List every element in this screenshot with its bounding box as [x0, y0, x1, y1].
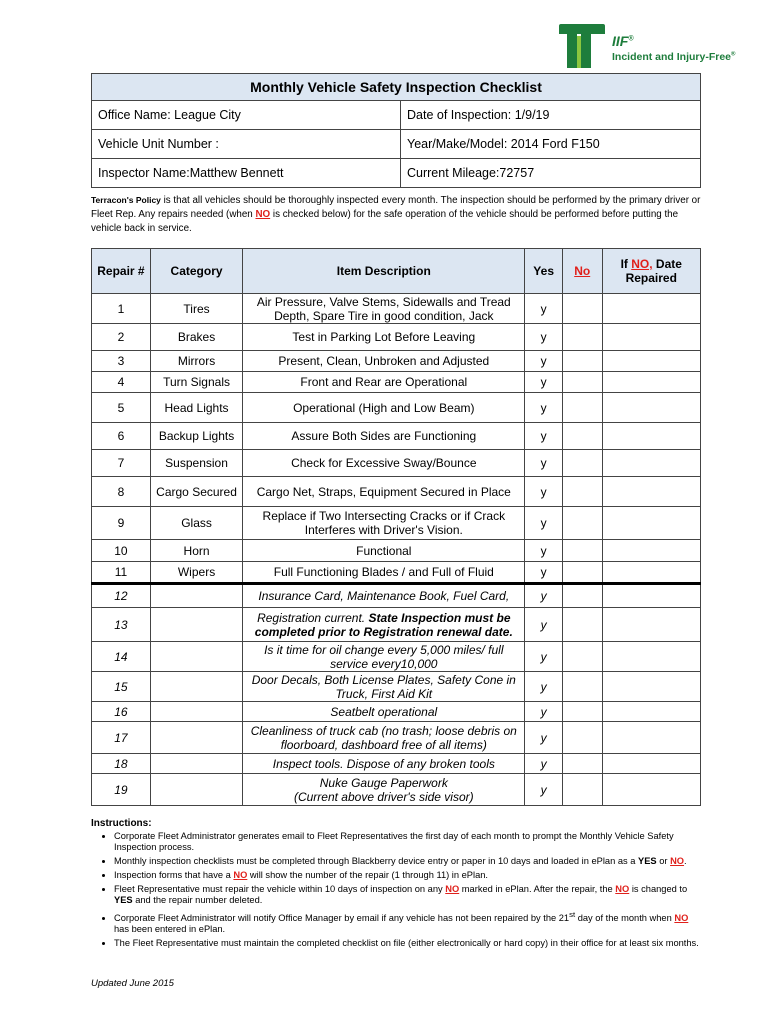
category-cell: Mirrors: [150, 351, 242, 372]
table-row: [92, 702, 701, 722]
table-row: [92, 372, 701, 393]
repair-number-cell: 5: [92, 393, 151, 423]
description-cell: Functional: [243, 540, 525, 562]
yes-cell[interactable]: y: [525, 702, 563, 722]
inspector-name-field[interactable]: Inspector Name:Matthew Bennett: [92, 159, 401, 188]
table-row: [92, 642, 701, 672]
form-title: Monthly Vehicle Safety Inspection Checklist: [92, 74, 701, 101]
policy-no: NO: [255, 209, 271, 220]
category-cell: [150, 642, 242, 672]
category-cell: [150, 774, 242, 806]
instructions-title: Instructions:: [91, 818, 152, 829]
date-repaired-cell[interactable]: [602, 672, 701, 702]
category-cell: Glass: [150, 507, 242, 540]
date-repaired-cell[interactable]: [602, 540, 701, 562]
vehicle-info-table: [91, 73, 701, 188]
yes-cell[interactable]: y: [525, 372, 563, 393]
no-cell[interactable]: [562, 351, 602, 372]
yes-cell[interactable]: y: [525, 642, 563, 672]
repair-number-cell: 3: [92, 351, 151, 372]
date-repaired-cell[interactable]: [602, 702, 701, 722]
yes-cell[interactable]: y: [525, 393, 563, 423]
category-cell: Backup Lights: [150, 423, 242, 450]
table-row: [92, 540, 701, 562]
inspection-date-field[interactable]: Date of Inspection: 1/9/19: [401, 101, 701, 130]
description-cell: Cargo Net, Straps, Equipment Secured in Place: [243, 477, 525, 507]
yes-cell[interactable]: y: [525, 540, 563, 562]
category-cell: Cargo Secured: [150, 477, 242, 507]
yes-cell[interactable]: y: [525, 608, 563, 642]
category-cell: [150, 754, 242, 774]
description-cell: Operational (High and Low Beam): [243, 393, 525, 423]
no-cell[interactable]: [562, 722, 602, 754]
repair-number-cell: 19: [92, 774, 151, 806]
no-cell[interactable]: [562, 294, 602, 324]
yes-cell[interactable]: y: [525, 294, 563, 324]
logo-brand: IIF®: [612, 33, 634, 49]
repair-number-cell: 9: [92, 507, 151, 540]
category-cell: [150, 608, 242, 642]
date-repaired-cell[interactable]: [602, 294, 701, 324]
policy-text-2: is checked below) for the safe operation of the vehicle should be performed before putting the vehicle back in service.: [91, 209, 679, 234]
col-date-repaired: If NO, Date Repaired: [602, 249, 701, 294]
instruction-1: • Corporate Fleet Administrator generates email to Fleet Representatives the first day of each month to prompt the Monthly Vehicle Safety Inspection process.: [114, 831, 701, 853]
no-cell[interactable]: [562, 702, 602, 722]
instructions: [91, 818, 701, 952]
repair-number-cell: 4: [92, 372, 151, 393]
date-repaired-cell[interactable]: [602, 754, 701, 774]
yes-cell[interactable]: y: [525, 351, 563, 372]
description-cell: Assure Both Sides are Functioning: [243, 423, 525, 450]
category-cell: Turn Signals: [150, 372, 242, 393]
category-cell: Head Lights: [150, 393, 242, 423]
repair-number-cell: 8: [92, 477, 151, 507]
yes-cell[interactable]: y: [525, 324, 563, 351]
table-row: [92, 477, 701, 507]
no-cell[interactable]: [562, 672, 602, 702]
instruction-3: • Inspection forms that have a NO will show the number of the repair (1 through 11) in ePlan.: [114, 870, 701, 881]
yes-cell[interactable]: y: [525, 423, 563, 450]
no-cell[interactable]: [562, 562, 602, 584]
category-cell: Suspension: [150, 450, 242, 477]
col-no: No: [562, 249, 602, 294]
policy-text-1: is that all vehicles should be thoroughly inspected every month. The inspection should be performed by the primary driver or Fleet Rep. Any repairs needed (when: [91, 195, 701, 220]
description-cell: Seatbelt operational: [243, 702, 525, 722]
category-cell: Wipers: [150, 562, 242, 584]
iif-logo: [557, 20, 757, 72]
logo-tagline: Incident and Injury-Free®: [612, 51, 736, 63]
date-repaired-cell[interactable]: [602, 722, 701, 754]
updated-date: Updated June 2015: [91, 978, 174, 989]
table-row: [92, 450, 701, 477]
no-cell[interactable]: [562, 774, 602, 806]
table-row: [92, 393, 701, 423]
year-make-model-field[interactable]: Year/Make/Model: 2014 Ford F150: [401, 130, 701, 159]
yes-cell[interactable]: y: [525, 722, 563, 754]
category-cell: [150, 584, 242, 608]
repair-number-cell: 14: [92, 642, 151, 672]
yes-cell[interactable]: y: [525, 477, 563, 507]
table-row: [92, 324, 701, 351]
category-cell: Brakes: [150, 324, 242, 351]
category-cell: [150, 722, 242, 754]
instruction-2: • Monthly inspection checklists must be completed through Blackberry device entry or paper in 10 days and loaded in ePlan as a YES or NO.: [114, 856, 701, 867]
repair-number-cell: 7: [92, 450, 151, 477]
table-row: [92, 774, 701, 806]
table-row: [92, 423, 701, 450]
policy-statement: [91, 193, 711, 236]
description-cell: Door Decals, Both License Plates, Safety Cone in Truck, First Aid Kit: [243, 672, 525, 702]
category-cell: Horn: [150, 540, 242, 562]
no-cell[interactable]: [562, 450, 602, 477]
col-description: Item Description: [243, 249, 525, 294]
date-repaired-cell[interactable]: [602, 393, 701, 423]
description-cell: Is it time for oil change every 5,000 miles/ full service every10,000: [243, 642, 525, 672]
table-row: [92, 608, 701, 642]
table-row: [92, 754, 701, 774]
repair-number-cell: 15: [92, 672, 151, 702]
description-cell: Test in Parking Lot Before Leaving: [243, 324, 525, 351]
description-cell: Present, Clean, Unbroken and Adjusted: [243, 351, 525, 372]
no-cell[interactable]: [562, 324, 602, 351]
no-cell[interactable]: [562, 540, 602, 562]
category-cell: [150, 672, 242, 702]
repair-number-cell: 2: [92, 324, 151, 351]
table-row: [92, 722, 701, 754]
table-row: [92, 562, 701, 584]
no-cell[interactable]: [562, 642, 602, 672]
repair-number-cell: 12: [92, 584, 151, 608]
col-yes: Yes: [525, 249, 563, 294]
yes-cell[interactable]: y: [525, 562, 563, 584]
repair-number-cell: 11: [92, 562, 151, 584]
table-row: [92, 294, 701, 324]
repair-number-cell: 10: [92, 540, 151, 562]
description-cell: Air Pressure, Valve Stems, Sidewalls and Tread Depth, Spare Tire in good condition, Jack: [243, 294, 525, 324]
date-repaired-cell[interactable]: [602, 507, 701, 540]
table-row: [92, 672, 701, 702]
no-cell[interactable]: [562, 477, 602, 507]
checklist-table: [91, 248, 701, 806]
yes-cell[interactable]: y: [525, 507, 563, 540]
repair-number-cell: 16: [92, 702, 151, 722]
date-repaired-cell[interactable]: [602, 351, 701, 372]
date-repaired-cell[interactable]: [602, 642, 701, 672]
category-cell: Tires: [150, 294, 242, 324]
table-row: [92, 351, 701, 372]
date-repaired-cell[interactable]: [602, 608, 701, 642]
no-cell[interactable]: [562, 584, 602, 608]
no-cell[interactable]: [562, 372, 602, 393]
col-repair: Repair #: [92, 249, 151, 294]
date-repaired-cell[interactable]: [602, 584, 701, 608]
iif-logo-icon: [557, 22, 607, 70]
description-cell: Replace if Two Intersecting Cracks or if Crack Interferes with Driver's Vision.: [243, 507, 525, 540]
table-row: [92, 584, 701, 608]
no-cell[interactable]: [562, 393, 602, 423]
yes-cell[interactable]: y: [525, 450, 563, 477]
no-cell[interactable]: [562, 507, 602, 540]
policy-lead: Terracon's Policy: [91, 195, 161, 205]
current-mileage-field[interactable]: Current Mileage:72757: [401, 159, 701, 188]
col-category: Category: [150, 249, 242, 294]
date-repaired-cell[interactable]: [602, 324, 701, 351]
description-cell: Inspect tools. Dispose of any broken tools: [243, 754, 525, 774]
description-cell: Nuke Gauge Paperwork (Current above driver's side visor): [243, 774, 525, 806]
no-cell[interactable]: [562, 608, 602, 642]
repair-number-cell: 6: [92, 423, 151, 450]
instruction-6: • The Fleet Representative must maintain the completed checklist on file (either electronically or hard copy) in their office for at least six months.: [114, 938, 701, 949]
yes-cell[interactable]: y: [525, 754, 563, 774]
date-repaired-cell[interactable]: [602, 562, 701, 584]
description-cell: Insurance Card, Maintenance Book, Fuel Card,: [243, 584, 525, 608]
date-repaired-cell[interactable]: [602, 477, 701, 507]
no-cell[interactable]: [562, 423, 602, 450]
no-cell[interactable]: [562, 754, 602, 774]
table-row: [92, 507, 701, 540]
instruction-4: • Fleet Representative must repair the vehicle within 10 days of inspection on any NO marked in ePlan. After the repair, the NO is changed to YES and the repair number deleted.: [114, 884, 701, 906]
repair-number-cell: 17: [92, 722, 151, 754]
date-repaired-cell[interactable]: [602, 372, 701, 393]
description-cell: Check for Excessive Sway/Bounce: [243, 450, 525, 477]
yes-cell[interactable]: y: [525, 774, 563, 806]
repair-number-cell: 18: [92, 754, 151, 774]
description-cell: Front and Rear are Operational: [243, 372, 525, 393]
description-cell: Full Functioning Blades / and Full of Fluid: [243, 562, 525, 584]
yes-cell[interactable]: y: [525, 584, 563, 608]
yes-cell[interactable]: y: [525, 672, 563, 702]
repair-number-cell: 13: [92, 608, 151, 642]
date-repaired-cell[interactable]: [602, 450, 701, 477]
description-cell: Registration current. State Inspection must be completed prior to Registration renewal date.: [243, 608, 525, 642]
instruction-5: • Corporate Fleet Administrator will notify Office Manager by email if any vehicle has not been repaired by the 21st day of the month when NO has been entered in ePlan.: [114, 909, 701, 935]
vehicle-unit-field[interactable]: Vehicle Unit Number :: [92, 130, 401, 159]
category-cell: [150, 702, 242, 722]
repair-number-cell: 1: [92, 294, 151, 324]
description-cell: Cleanliness of truck cab (no trash; loose debris on floorboard, dashboard free of all items): [243, 722, 525, 754]
date-repaired-cell[interactable]: [602, 774, 701, 806]
office-name-field[interactable]: Office Name: League City: [92, 101, 401, 130]
date-repaired-cell[interactable]: [602, 423, 701, 450]
